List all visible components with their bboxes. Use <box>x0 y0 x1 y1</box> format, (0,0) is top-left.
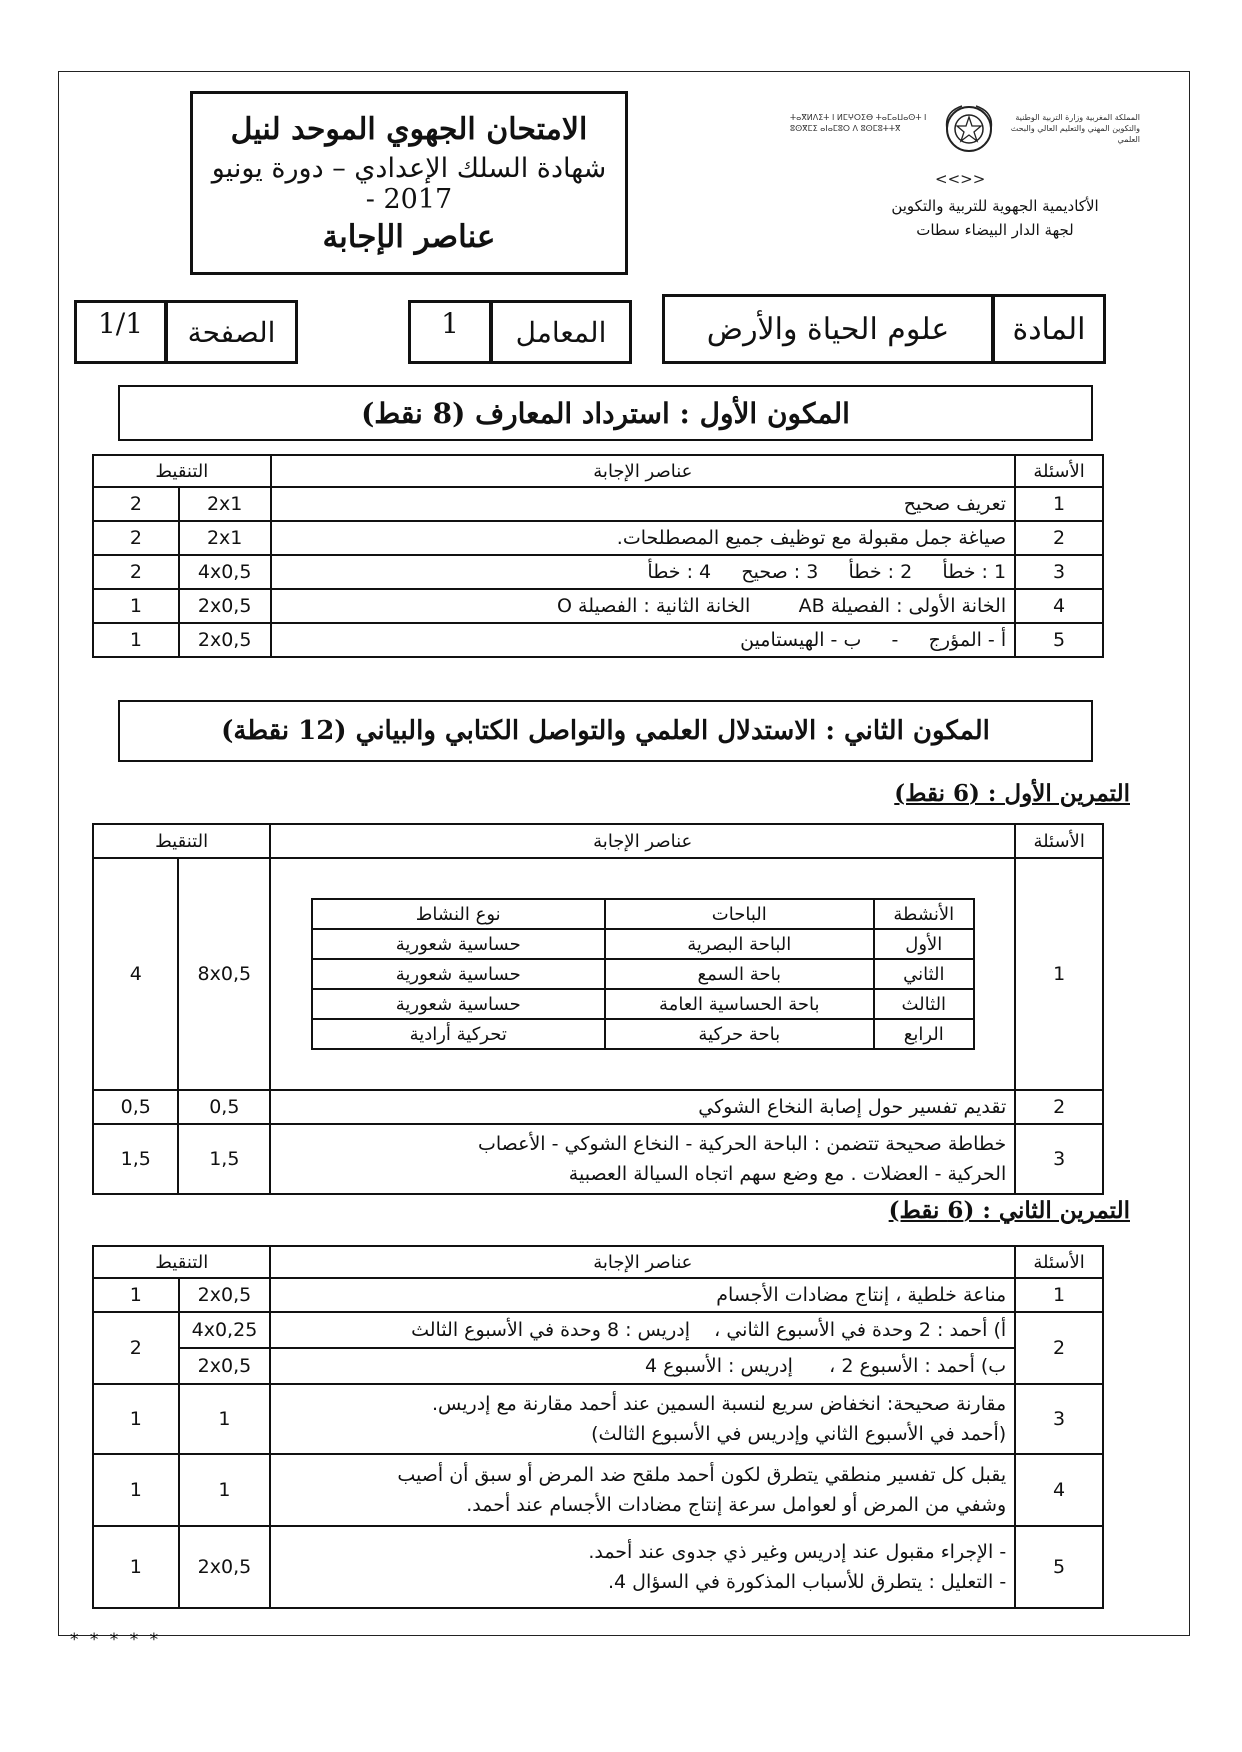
list-item <box>312 929 974 959</box>
grade-total: 4 <box>93 858 178 1090</box>
question-number: 2 <box>1015 521 1103 555</box>
grade-total: 1 <box>93 1526 179 1608</box>
question-number: 5 <box>1015 1526 1103 1608</box>
activity-type: تحركية أرادية <box>312 1019 605 1049</box>
answer-line: - الإجراء مقبول عند إدريس وغير ذي جدوى عند أحمد. <box>588 1541 1007 1563</box>
exercise2-title: التمرين الثاني : (6 نقط) <box>888 1197 1130 1224</box>
activity-type: حساسية شعورية <box>312 989 605 1019</box>
answer-text: أ - المؤرج - ب - الهيستامين <box>271 623 1016 657</box>
ministry-logo-text: المملكة المغربية وزارة التربية الوطنية والتكوين المهني والتعليم العالي والبحث العلمي <box>1010 113 1140 144</box>
area-name: الباحة البصرية <box>605 929 874 959</box>
table-row <box>93 1454 1103 1526</box>
subject-label: المادة <box>992 294 1106 364</box>
grade-detail: 1,5 <box>178 1124 270 1194</box>
exercise1-table <box>92 823 1104 1195</box>
grade-detail: 2x0,5 <box>179 1348 271 1384</box>
grade-detail: 4x0,25 <box>179 1312 271 1348</box>
question-number: 1 <box>1015 858 1103 1090</box>
answer-line: خطاطة صحيحة تتضمن : الباحة الحركية - النخاع الشوكي - الأعصاب <box>477 1133 1007 1155</box>
grade-total: 0,5 <box>93 1090 178 1124</box>
grade-total: 2 <box>93 555 179 589</box>
answer-text: أ) أحمد : 2 وحدة في الأسبوع الثاني ، إدريس : 8 وحدة في الأسبوع الثالث <box>270 1312 1015 1348</box>
table-row <box>93 1278 1103 1312</box>
answer-text: صياغة جمل مقبولة مع توظيف جميع المصطلحات. <box>271 521 1016 555</box>
grading-header: التنقيط <box>93 455 271 487</box>
answer-line: يقبل كل تفسير منطقي يتطرق لكون أحمد ملقح ضد المرض أو سبق أن أصيب <box>397 1464 1007 1486</box>
activities-table <box>311 898 975 1050</box>
page-value: 1/1 <box>74 300 167 364</box>
activities-header-row <box>312 899 974 929</box>
question-number: 3 <box>1015 1384 1103 1454</box>
table-row <box>93 589 1103 623</box>
exam-title-line1: الامتحان الجهوي الموحد لنيل <box>230 112 588 147</box>
grade-detail: 1 <box>179 1384 271 1454</box>
grade-total: 2 <box>93 1312 179 1384</box>
grade-total: 1 <box>93 1384 179 1454</box>
answer-text: تعريف صحيح <box>271 487 1016 521</box>
activity-type: حساسية شعورية <box>312 959 605 989</box>
table-row <box>93 1348 1103 1384</box>
question-number: 4 <box>1015 1454 1103 1526</box>
part2-banner: المكون الثاني : الاستدلال العلمي والتواصل الكتابي والبياني (12 نقطة) <box>118 700 1093 762</box>
questions-header: الأسئلة <box>1015 824 1103 858</box>
grading-header: التنقيط <box>93 1246 270 1278</box>
areas-header: الباحات <box>605 899 874 929</box>
area-name: باحة الحساسية العامة <box>605 989 874 1019</box>
grade-detail: 4x0,5 <box>179 555 271 589</box>
header-chevrons: <<>> <box>935 170 986 188</box>
activity-name: الثالث <box>874 989 974 1019</box>
answer-line: - التعليل : يتطرق للأسباب المذكورة في السؤال 4. <box>607 1571 1007 1593</box>
table-row <box>93 1384 1103 1454</box>
answers-header: عناصر الإجابة <box>270 1246 1015 1278</box>
part1-header-row <box>93 455 1103 487</box>
coef-label: المعامل <box>490 300 632 364</box>
answer-text <box>270 1526 1015 1608</box>
question-number: 1 <box>1015 487 1103 521</box>
grade-total: 1,5 <box>93 1124 178 1194</box>
table-row <box>93 487 1103 521</box>
exercise1-header-row <box>93 824 1103 858</box>
grade-total: 1 <box>93 1278 179 1312</box>
grade-detail: 2x0,5 <box>179 1526 271 1608</box>
answers-header: عناصر الإجابة <box>271 455 1016 487</box>
table-row <box>93 1312 1103 1348</box>
question-number: 3 <box>1015 1124 1103 1194</box>
exam-title-box <box>190 91 628 275</box>
list-item <box>312 1019 974 1049</box>
grade-detail: 8x0,5 <box>178 858 270 1090</box>
question-number: 3 <box>1015 555 1103 589</box>
exercise2-table <box>92 1245 1104 1609</box>
table-row <box>93 521 1103 555</box>
academy-line1: الأكاديمية الجهوية للتربية والتكوين <box>891 197 1099 215</box>
table-row <box>93 858 1103 1090</box>
activity-name: الرابع <box>874 1019 974 1049</box>
activities-table-cell <box>270 858 1015 1090</box>
exercise1-title: التمرين الأول : (6 نقط) <box>894 780 1130 807</box>
part1-banner: المكون الأول : استرداد المعارف (8 نقط) <box>118 385 1093 441</box>
subject-value: علوم الحياة والأرض <box>662 294 994 364</box>
grade-detail: 2x0,5 <box>179 589 271 623</box>
list-item <box>312 959 974 989</box>
questions-header: الأسئلة <box>1015 455 1103 487</box>
exercise2-header-row <box>93 1246 1103 1278</box>
question-number: 2 <box>1015 1090 1103 1124</box>
grade-detail: 0,5 <box>178 1090 270 1124</box>
table-row <box>93 1124 1103 1194</box>
footer-stars: * * * * * <box>70 1630 162 1650</box>
list-item <box>312 989 974 1019</box>
grade-detail: 2x1 <box>179 521 271 555</box>
question-number: 4 <box>1015 589 1103 623</box>
table-row <box>93 1526 1103 1608</box>
exam-title-line2: شهادة السلك الإعدادي – دورة يونيو 2017 - <box>211 153 607 215</box>
activity-name: الأول <box>874 929 974 959</box>
question-number: 1 <box>1015 1278 1103 1312</box>
answer-text: تقديم تفسير حول إصابة النخاع الشوكي <box>270 1090 1015 1124</box>
area-name: باحة حركية <box>605 1019 874 1049</box>
grade-total: 2 <box>93 521 179 555</box>
answer-text: ب) أحمد : الأسبوع 2 ، إدريس : الأسبوع 4 <box>270 1348 1015 1384</box>
exam-title-line3: عناصر الإجابة <box>322 219 496 255</box>
table-row <box>93 623 1103 657</box>
academy-line2: لجهة الدار البيضاء سطات <box>916 221 1074 239</box>
academy-name <box>850 194 1140 242</box>
answer-text: مناعة خلطية ، إنتاج مضادات الأجسام <box>270 1278 1015 1312</box>
grade-detail: 2x0,5 <box>179 623 271 657</box>
answers-header: عناصر الإجابة <box>270 824 1015 858</box>
kingdom-seal-icon <box>942 102 996 156</box>
answer-line: مقارنة صحيحة: انخفاض سريع لنسبة السمين عند أحمد مقارنة مع إدريس. <box>431 1393 1007 1415</box>
questions-header: الأسئلة <box>1015 1246 1103 1278</box>
question-number: 2 <box>1015 1312 1103 1384</box>
coef-value: 1 <box>408 300 492 364</box>
answer-text: 1 : خطأ 2 : خطأ 3 : صحيح 4 : خطأ <box>271 555 1016 589</box>
answer-text <box>270 1454 1015 1526</box>
activity-type: حساسية شعورية <box>312 929 605 959</box>
table-row <box>93 555 1103 589</box>
grading-header: التنقيط <box>93 824 270 858</box>
answer-text <box>270 1124 1015 1194</box>
grade-detail: 2x1 <box>179 487 271 521</box>
answer-line: وشفي من المرض أو لعوامل سرعة إنتاج مضادات الأجسام عند أحمد. <box>466 1494 1007 1516</box>
grade-detail: 2x0,5 <box>179 1278 271 1312</box>
page-label: الصفحة <box>165 300 298 364</box>
answer-text <box>270 1384 1015 1454</box>
answer-line: (أحمد في الأسبوع الثاني وإدريس في الأسبوع الثالث) <box>591 1423 1007 1445</box>
question-number: 5 <box>1015 623 1103 657</box>
grade-total: 1 <box>93 589 179 623</box>
answer-text: الخانة الأولى : الفصيلة AB الخانة الثانية : الفصيلة O <box>271 589 1016 623</box>
type-header: نوع النشاط <box>312 899 605 929</box>
activities-header: الأنشطة <box>874 899 974 929</box>
part1-table <box>92 454 1104 658</box>
grade-total: 1 <box>93 623 179 657</box>
amazigh-logo-text: ⵜⴰⴳⵍⴷⵉⵜ ⵏ ⵍⵎⵖⵔⵉⴱ ⵜⴰⵎⴰⵡⴰⵙⵜ ⵏ ⵓⵙⴳⵎⵉ ⴰⵏⴰⵎⵓⵔ ⴷ ⵓⵙⵎⵓⵜⵜⴳ <box>790 113 927 133</box>
table-row <box>93 1090 1103 1124</box>
activity-name: الثاني <box>874 959 974 989</box>
area-name: باحة السمع <box>605 959 874 989</box>
grade-total: 2 <box>93 487 179 521</box>
grade-detail: 1 <box>179 1454 271 1526</box>
answer-line: الحركية - العضلات . مع وضع سهم اتجاه السيالة العصبية <box>568 1163 1007 1185</box>
grade-total: 1 <box>93 1454 179 1526</box>
